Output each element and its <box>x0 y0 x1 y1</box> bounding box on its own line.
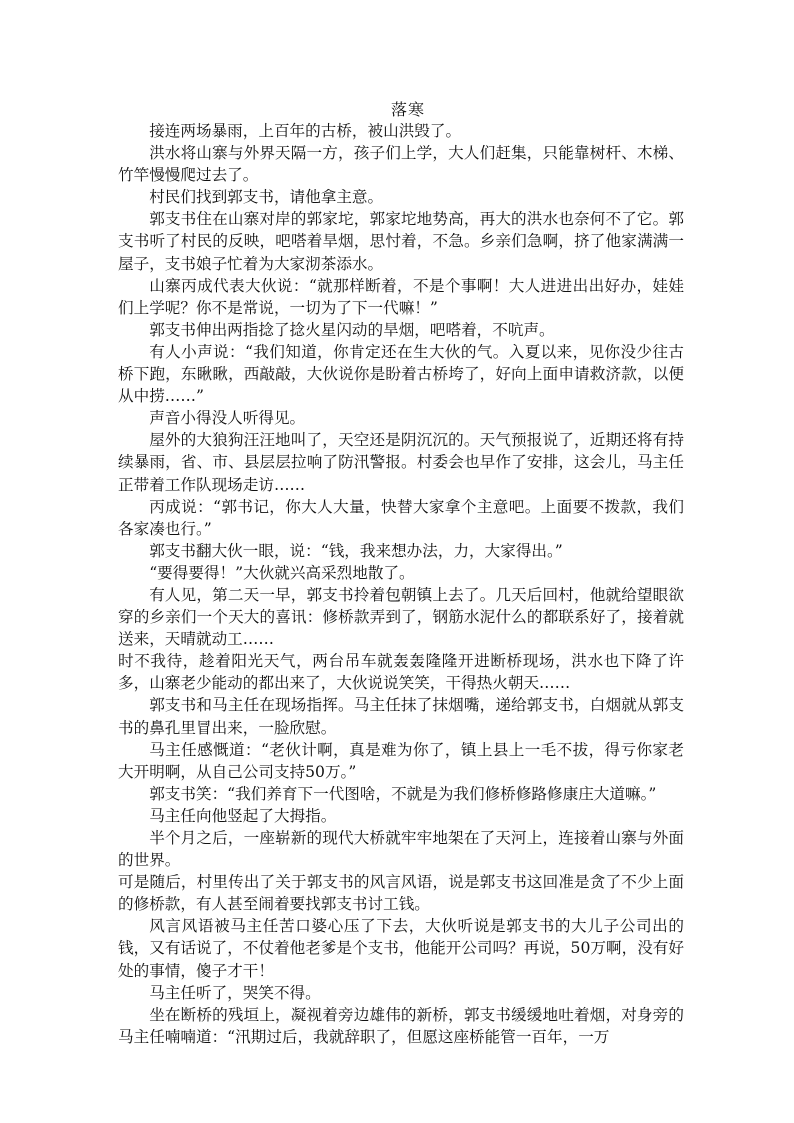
paragraph: 可是随后，村里传出了关于郭支书的风言风语，说是郭支书这回准是贪了不少上面的修桥款，有人甚至闹着要找郭支书讨工钱。 <box>118 873 684 914</box>
paragraph: 时不我待，趁着阳光天气，两台吊车就轰轰隆隆开进断桥现场，洪水也下降了许多，山寨老少能动的都出来了，大伙说说笑笑，干得热火朝天…… <box>118 652 684 693</box>
paragraph: 马主任向他竖起了大拇指。 <box>149 806 337 825</box>
document-page <box>118 99 684 1048</box>
paragraph: 山寨丙成代表大伙说：“就那样断着，不是个事啊！大人进进出出好办，娃娃们上学呢？你不是常说，一切为了下一代嘛！” <box>118 276 684 317</box>
paragraph: 郭支书伸出两指捻了捻火星闪动的旱烟，吧嗒着，不吭声。 <box>149 320 555 339</box>
paragraph: 坐在断桥的残垣上，凝视着旁边雄伟的新桥，郭支书缓缓地吐着烟，对身旁的马主任喃喃道：“汛期过后，我就辞职了，但愿这座桥能管一百年，一万 <box>118 1005 684 1046</box>
paragraph: 郭支书住在山寨对岸的郭家坨，郭家坨地势高，再大的洪水也奈何不了它。郭支书听了村民的反映，吧嗒着旱烟，思忖着，不急。乡亲们急啊，挤了他家满满一屋子，支书娘子忙着为大家沏茶添水。 <box>118 210 684 273</box>
paragraph: 半个月之后，一座崭新的现代大桥就牢牢地架在了天河上，连接着山寨与外面的世界。 <box>118 829 684 870</box>
paragraph: 洪水将山寨与外界天隔一方，孩子们上学，大人们赶集，只能靠树杆、木梯、竹竿慢慢爬过去了。 <box>118 144 684 185</box>
paragraph: 风言风语被马主任苦口婆心压了下去，大伙听说是郭支书的大儿子公司出的钱，又有话说了，不仗着他老爹是个支书，他能开公司吗？再说，50万啊，没有好处的事情，傻子才干！ <box>118 917 684 980</box>
paragraph: 郭支书笑：“我们养育下一代图啥，不就是为我们修桥修路修康庄大道嘛。” <box>149 784 657 803</box>
paragraph: 马主任感慨道：“老伙计啊，真是难为你了，镇上县上一毛不拔，得亏你家老大开明啊，从自己公司支持50万。” <box>118 740 684 781</box>
paragraph: 有人小声说：“我们知道，你肯定还在生大伙的气。入夏以来，见你没少往古桥下跑，东瞅瞅，西敲敲，大伙说你是盼着古桥垮了，好向上面申请救济款，以便从中捞……” <box>118 342 684 406</box>
document-body <box>118 120 684 1048</box>
paragraph: 郭支书和马主任在现场指挥。马主任抹了抹烟嘴，递给郭支书，白烟就从郭支书的鼻孔里冒出来，一脸欣慰。 <box>118 696 684 737</box>
paragraph: 丙成说：“郭书记，你大人大量，快替大家拿个主意吧。上面要不拨款，我们各家凑也行。” <box>118 497 684 538</box>
paragraph: 郭支书翻大伙一眼，说：“钱，我来想办法，力，大家得出。” <box>149 541 563 560</box>
paragraph: 有人见，第二天一早，郭支书拎着包朝镇上去了。几天后回村，他就给望眼欲穿的乡亲们一个天大的喜讯：修桥款弄到了，钢筋水泥什么的都联系好了，接着就送来，天晴就动工…… <box>118 585 684 649</box>
paragraph: 接连两场暴雨，上百年的古桥，被山洪毁了。 <box>149 122 462 140</box>
paragraph: 村民们找到郭支书，请他拿主意。 <box>149 188 384 207</box>
paragraph: 马主任听了，哭笑不得。 <box>149 983 321 1002</box>
paragraph: 屋外的大狼狗汪汪地叫了，天空还是阴沉沉的。天气预报说了，近期还将有持续暴雨，省、市、县层层拉响了防汛警报。村委会也早作了安排，这会儿，马主任正带着工作队现场走访…… <box>118 431 684 494</box>
document-title: 落寒 <box>390 100 425 119</box>
paragraph: 声音小得没人听得见。 <box>149 409 306 428</box>
paragraph: “要得要得！”大伙就兴高采烈地散了。 <box>149 563 415 582</box>
